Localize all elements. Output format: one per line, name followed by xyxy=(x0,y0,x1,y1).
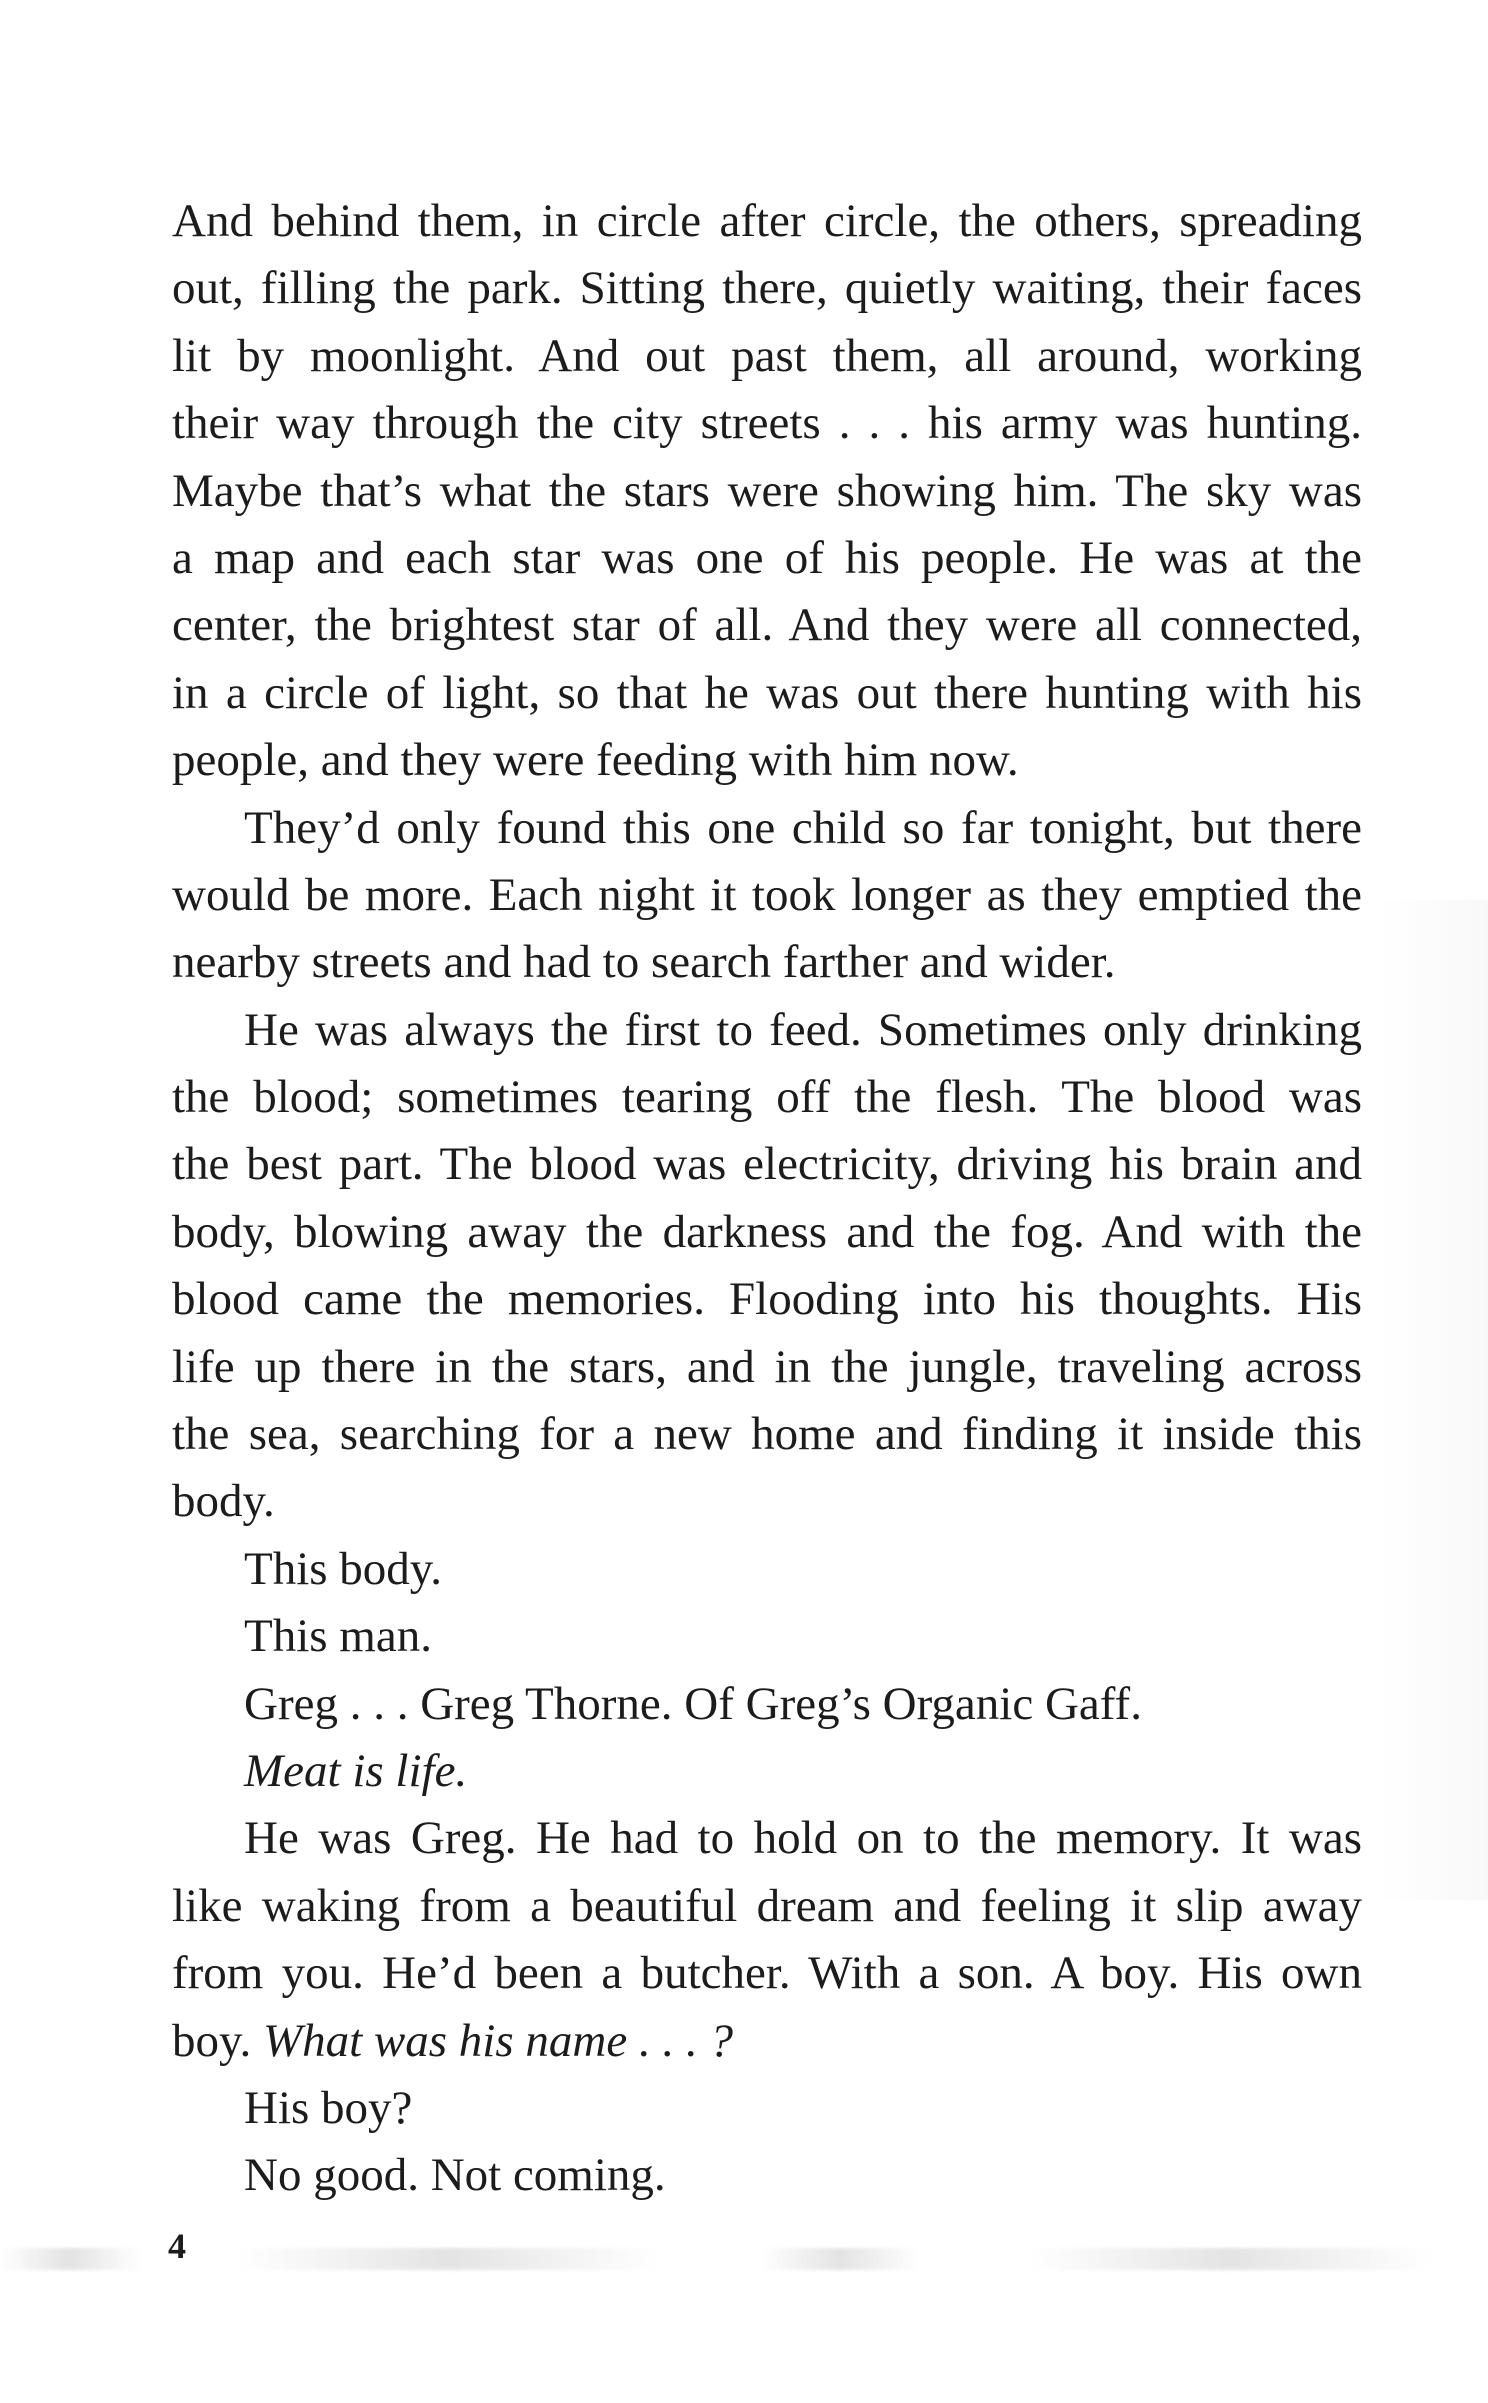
page-number: 4 xyxy=(168,2226,186,2266)
text-line: They’d only found this one child so far tonight, but there xyxy=(244,801,1362,854)
text-line xyxy=(172,2008,1362,2075)
scan-edge-shadow xyxy=(1378,900,1488,1900)
body-text xyxy=(172,188,1362,2210)
text-line: His boy? xyxy=(244,2081,413,2134)
text-line: in a circle of light, so that he was out there hunting with his xyxy=(172,666,1362,719)
text-line: their way through the city streets . . . his army was hunting. xyxy=(172,397,1362,450)
text-line: people, and they were feeding with him now. xyxy=(172,734,1019,787)
scan-artifact xyxy=(1030,2248,1430,2270)
text-line: life up there in the stars, and in the jungle, traveling across xyxy=(172,1340,1362,1393)
text-line: from you. He’d been a butcher. With a son. A boy. His own xyxy=(172,1947,1362,2000)
scan-artifact xyxy=(760,2248,920,2270)
text-line: body. xyxy=(172,1475,275,1528)
text-line: a map and each star was one of his people. He was at the xyxy=(172,531,1362,584)
text-line: No good. Not coming. xyxy=(244,2149,666,2202)
scan-artifact xyxy=(0,2248,140,2270)
text-line: the sea, searching for a new home and finding it inside this xyxy=(172,1408,1362,1461)
text-line: He was Greg. He had to hold on to the memory. It was xyxy=(244,1812,1362,1865)
text-line: blood came the memories. Flooding into his thoughts. His xyxy=(172,1273,1362,1326)
text-line: center, the brightest star of all. And they were all connected, xyxy=(172,599,1362,652)
text-line: the best part. The blood was electricity, driving his brain and xyxy=(172,1138,1362,1191)
text-line: This man. xyxy=(244,1610,432,1663)
text-line: body, blowing away the darkness and the fog. And with the xyxy=(172,1205,1362,1258)
text-line: And behind them, in circle after circle, the others, spreading xyxy=(172,195,1362,247)
italic-text: What was his name . . . ? xyxy=(262,2014,733,2067)
text-line: Greg . . . Greg Thorne. Of Greg’s Organic Gaff. xyxy=(244,1677,1142,1730)
italic-text: Meat is life. xyxy=(244,1744,468,1797)
text-line: would be more. Each night it took longer as they emptied the xyxy=(172,868,1362,921)
text-line: Maybe that’s what the stars were showing him. The sky was xyxy=(172,464,1362,517)
text-line: This body. xyxy=(244,1542,443,1595)
text-line xyxy=(172,1738,1362,1805)
text-line: the blood; sometimes tearing off the flesh. The blood was xyxy=(172,1071,1362,1124)
text-line: lit by moonlight. And out past them, all around, working xyxy=(172,329,1362,382)
text-line: He was always the first to feed. Sometimes only drinking xyxy=(244,1003,1362,1056)
text-line: like waking from a beautiful dream and feeling it slip away xyxy=(172,1879,1362,1932)
scan-artifact xyxy=(240,2248,660,2270)
text-line: nearby streets and had to search farther and wider. xyxy=(172,936,1116,989)
plain-text: boy. xyxy=(172,2014,263,2067)
text-line: out, filling the park. Sitting there, quietly waiting, their faces xyxy=(172,262,1362,315)
